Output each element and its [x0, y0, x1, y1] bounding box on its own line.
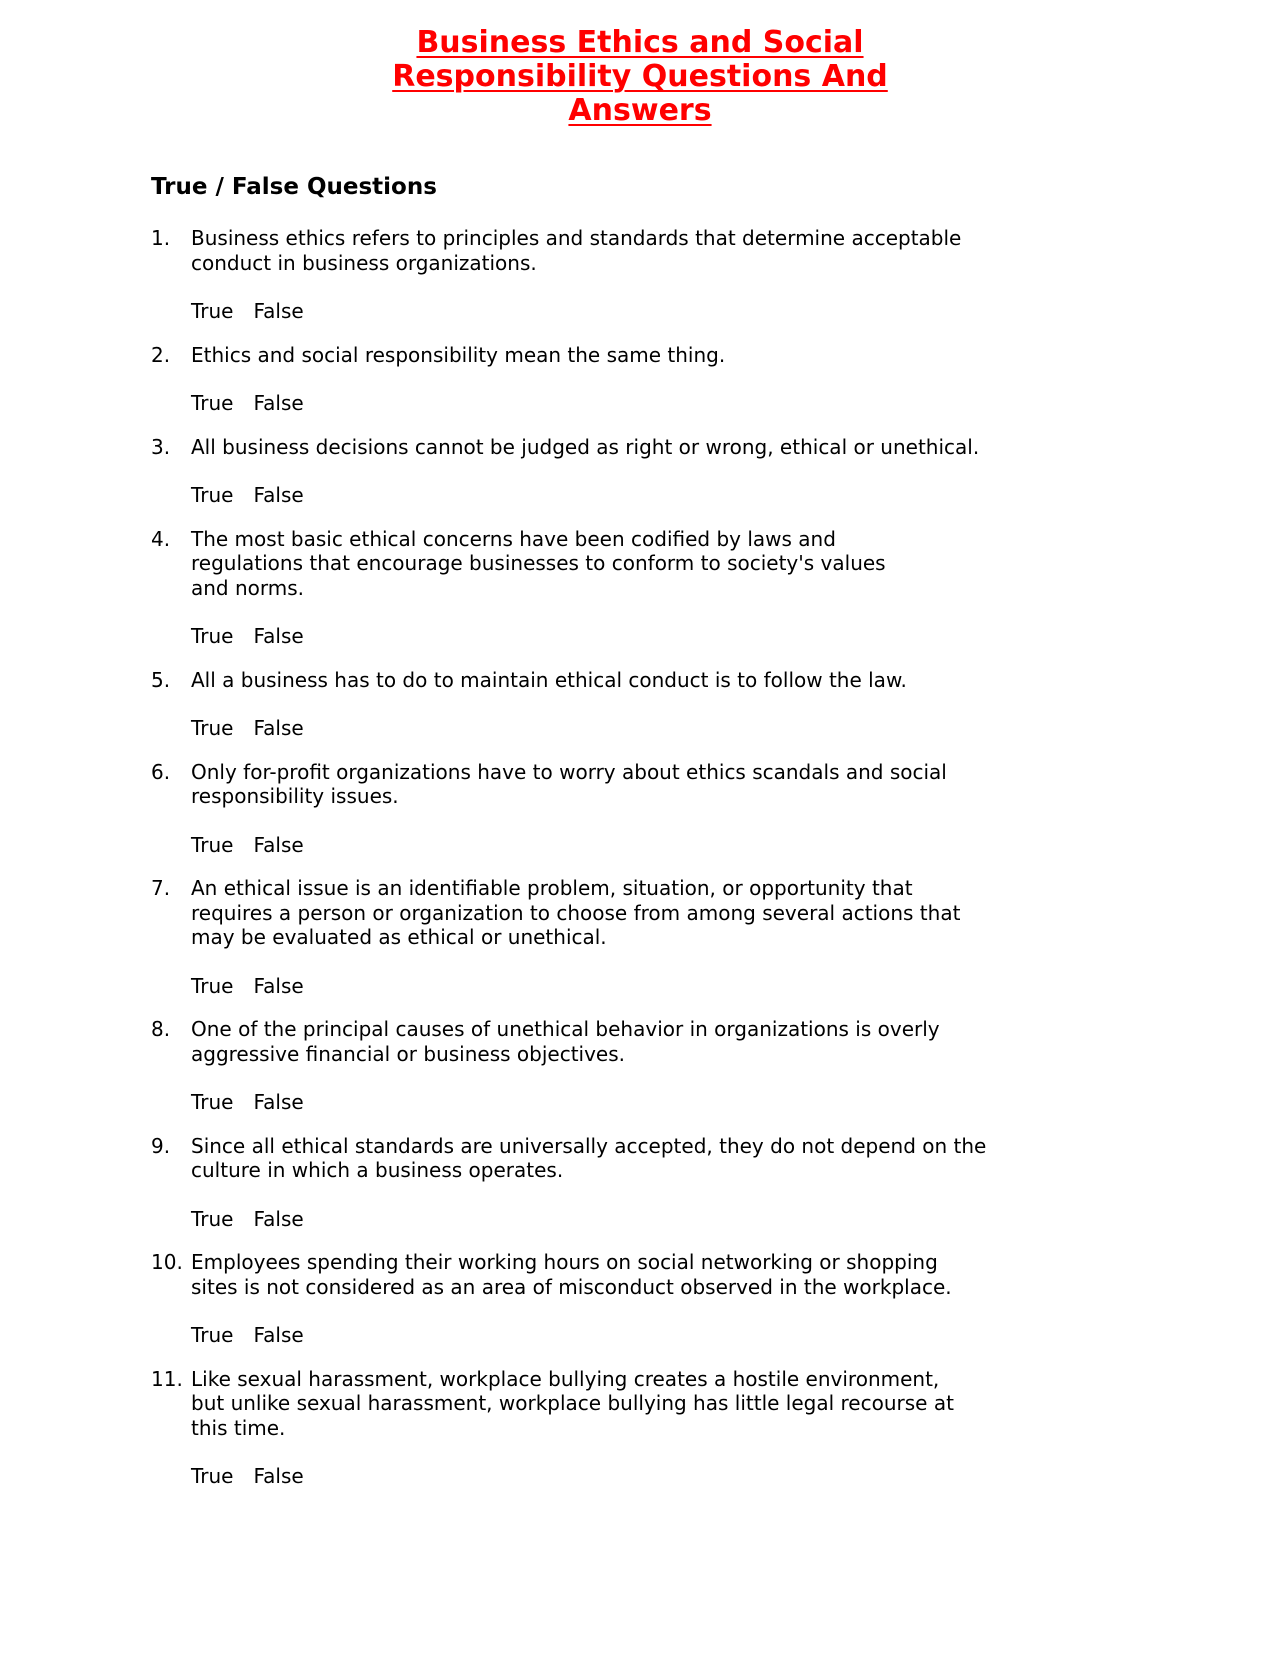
answer-true[interactable]: True [191, 1090, 234, 1114]
answer-options [191, 624, 1131, 649]
answer-false[interactable]: False [253, 973, 304, 998]
answer-options [191, 1090, 1131, 1115]
questions-list [151, 226, 1131, 1489]
section-heading: True / False Questions [151, 174, 437, 200]
document-title [340, 26, 940, 128]
answer-options [191, 833, 1131, 858]
answer-false[interactable]: False [253, 1206, 304, 1231]
question-number: 8. [151, 1017, 171, 1041]
question-number: 5. [151, 667, 171, 692]
answer-true[interactable]: True [191, 1206, 234, 1231]
question-text-line: Only for-profit organizations have to worry about ethics scandals and social [191, 759, 947, 784]
title-line-3: Answers [568, 93, 712, 128]
answer-false[interactable]: False [253, 1090, 304, 1114]
answer-true[interactable]: True [191, 832, 234, 857]
question-item [151, 1017, 1131, 1115]
answer-false[interactable]: False [253, 624, 304, 648]
question-number: 3. [151, 434, 171, 459]
answer-true[interactable]: True [191, 483, 234, 507]
answer-options [191, 1464, 1131, 1489]
answer-false[interactable]: False [253, 391, 304, 415]
answer-true[interactable]: True [191, 1323, 234, 1347]
question-number: 6. [151, 759, 171, 784]
answer-false[interactable]: False [253, 483, 304, 507]
question-item [151, 876, 1131, 998]
answer-options [191, 1323, 1131, 1348]
answer-false[interactable]: False [253, 1464, 304, 1488]
answer-true[interactable]: True [191, 716, 234, 740]
answer-true[interactable]: True [191, 299, 234, 323]
question-item [151, 435, 1131, 508]
answer-false[interactable]: False [253, 1323, 304, 1347]
answer-true[interactable]: True [191, 624, 234, 648]
question-number: 4. [151, 526, 171, 551]
answer-false[interactable]: False [253, 832, 304, 857]
question-text-line: All a business has to do to maintain ethical conduct is to follow the law. [191, 667, 907, 692]
answer-options [191, 974, 1131, 999]
answer-true[interactable]: True [191, 1464, 234, 1488]
question-text-line: The most basic ethical concerns have been codified by laws and [191, 526, 836, 551]
question-number: 9. [151, 1133, 171, 1158]
question-text-line: requires a person or organization to choose from among several actions that [191, 900, 961, 925]
title-line-2: Responsibility Questions And [392, 59, 888, 94]
question-text-line: may be evaluated as ethical or unethical. [191, 925, 607, 949]
question-item [151, 1134, 1131, 1232]
question-item [151, 668, 1131, 741]
question-text-line: culture in which a business operates. [191, 1158, 564, 1182]
question-text-line: One of the principal causes of unethical behavior in organizations is overly [191, 1017, 940, 1041]
question-text-line: and norms. [191, 575, 305, 600]
question-item [151, 343, 1131, 416]
answer-true[interactable]: True [191, 973, 234, 998]
title-line-1: Business Ethics and Social [416, 25, 864, 60]
question-text-line: Like sexual harassment, workplace bullying creates a hostile environment, [191, 1366, 940, 1391]
answer-options [191, 483, 1131, 508]
question-text-line: aggressive financial or business objectives. [191, 1041, 626, 1066]
answer-options [191, 391, 1131, 416]
question-number: 2. [151, 342, 171, 367]
question-number: 1. [151, 226, 171, 250]
question-item [151, 1367, 1131, 1489]
question-number: 7. [151, 876, 171, 900]
question-item [151, 527, 1131, 649]
question-item [151, 760, 1131, 858]
question-text-line: An ethical issue is an identifiable problem, situation, or opportunity that [191, 876, 913, 900]
answer-options [191, 299, 1131, 324]
question-text-line: Since all ethical standards are universally accepted, they do not depend on the [191, 1133, 987, 1158]
answer-options [191, 716, 1131, 741]
question-text-line: Ethics and social responsibility mean the same thing. [191, 342, 726, 367]
answer-false[interactable]: False [253, 716, 304, 740]
question-text-line: Business ethics refers to principles and standards that determine acceptable [191, 226, 962, 250]
answer-false[interactable]: False [253, 299, 304, 323]
question-number: 10. [151, 1250, 183, 1274]
question-text-line: conduct in business organizations. [191, 250, 537, 275]
answer-options [191, 1207, 1131, 1232]
question-text-line: All business decisions cannot be judged as right or wrong, ethical or unethical. [191, 434, 980, 459]
question-item [151, 1250, 1131, 1348]
question-text-line: Employees spending their working hours on social networking or shopping [191, 1250, 938, 1274]
question-text-line: responsibility issues. [191, 784, 399, 808]
question-text-line: regulations that encourage businesses to conform to society's values [191, 551, 886, 575]
answer-true[interactable]: True [191, 391, 234, 415]
question-number: 11. [151, 1366, 183, 1391]
question-text-line: this time. [191, 1415, 286, 1440]
question-text-line: but unlike sexual harassment, workplace bullying has little legal recourse at [191, 1391, 954, 1415]
question-item [151, 226, 1131, 324]
question-text-line: sites is not considered as an area of misconduct observed in the workplace. [191, 1274, 952, 1299]
